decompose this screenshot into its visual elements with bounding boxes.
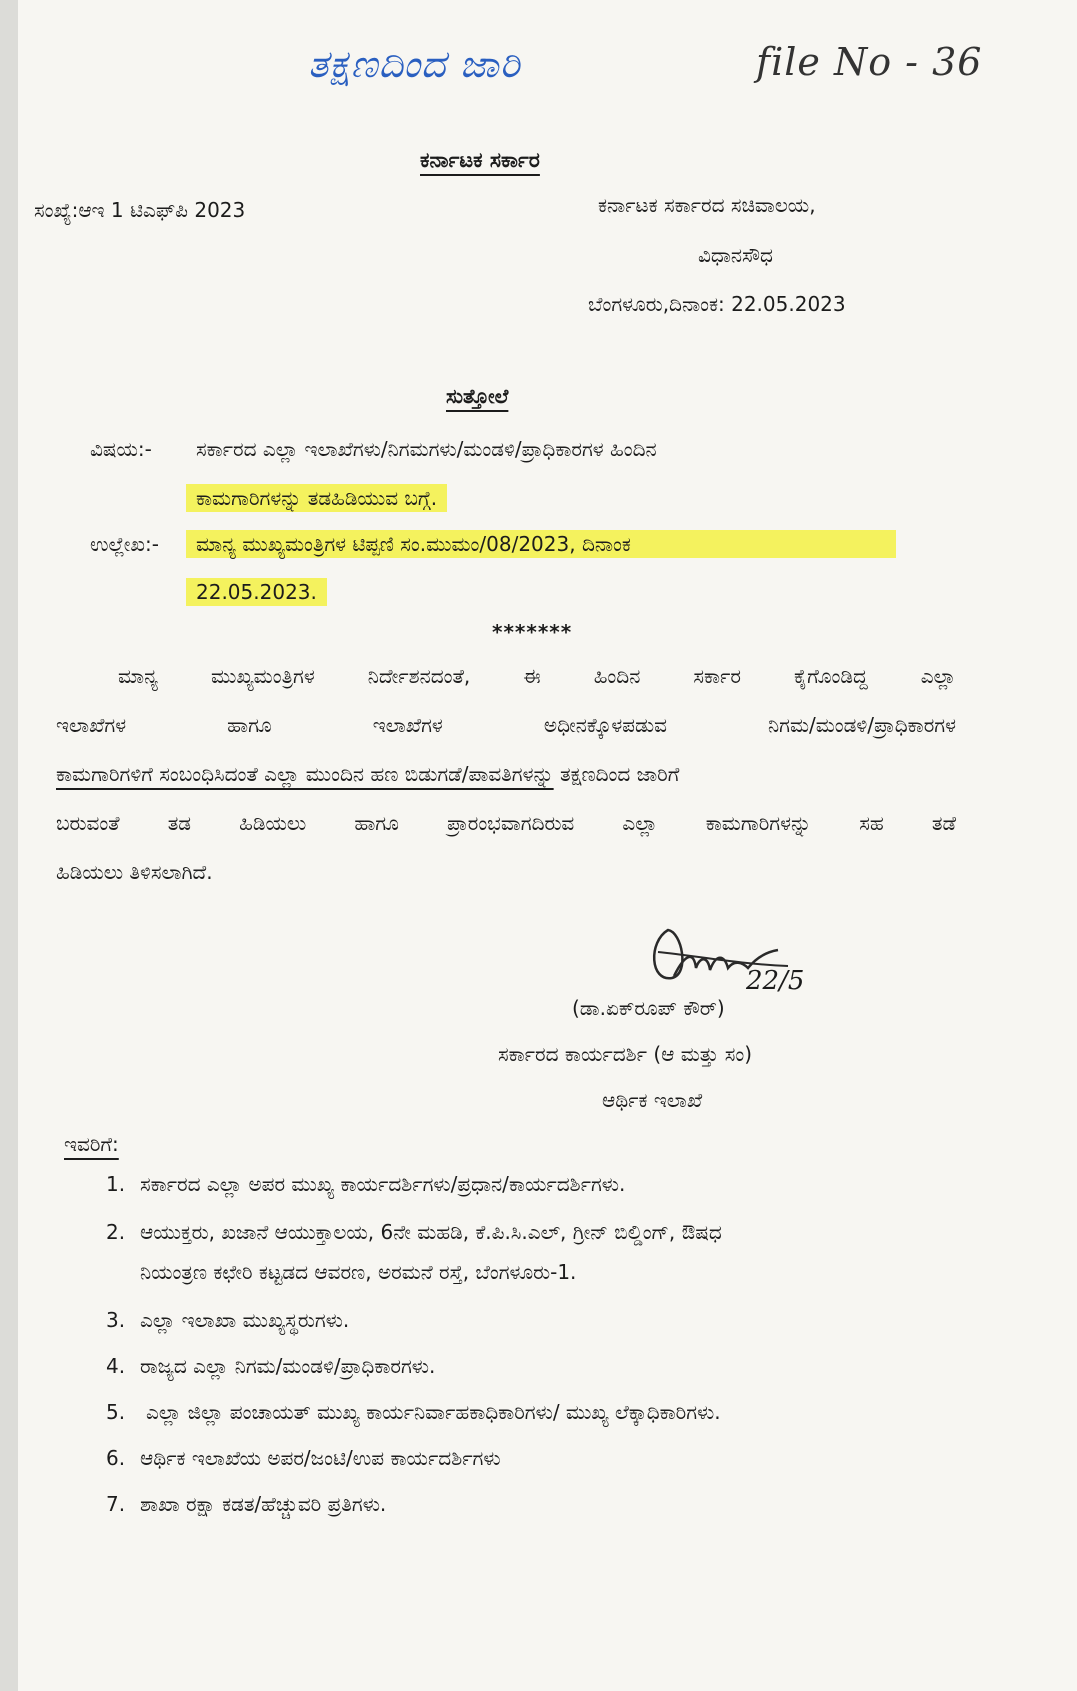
recipient-item [106, 1492, 986, 1538]
reference-label: ಉಲ್ಲೇಖ:- [90, 532, 159, 556]
handwritten-file-number: file No - 36 [756, 40, 983, 84]
separator: ******* [492, 620, 573, 644]
recipients-list [106, 1172, 986, 1538]
body-line-3-rest: ತಕ್ಷಣದಿಂದ ಜಾರಿಗೆ [553, 762, 680, 786]
recipient-text: ಶಾಖಾ ರಕ್ಷಾ ಕಡತ/ಹೆಚ್ಚುವರಿ ಪ್ರತಿಗಳು. [140, 1492, 387, 1516]
recipient-number: 3. [106, 1308, 126, 1332]
place-date: ಬೆಂಗಳೂರು,ದಿನಾಂಕ: 22.05.2023 [588, 292, 846, 316]
body-line-1: ಮಾನ್ಯ ಮುಖ್ಯಮಂತ್ರಿಗಳ ನಿರ್ದೇಶನದಂತೆ, ಈ ಹಿಂದಿನ ಸರ್ಕಾರ ಕೈಗೊಂಡಿದ್ದ ಎಲ್ಲಾ [118, 664, 956, 688]
recipient-number: 2. [106, 1220, 126, 1244]
reference-line-1: ಮಾನ್ಯ ಮುಖ್ಯಮಂತ್ರಿಗಳ ಟಿಪ್ಪಣಿ ಸಂ.ಮುಮಂ/08/2023, ದಿನಾಂಕ [186, 530, 896, 558]
signatory-name: (ಡಾ.ಏಕ್‌ರೂಪ್ ಕೌರ್) [572, 996, 725, 1020]
order-number: ಸಂಖ್ಯೆ:ಆಇ 1 ಟಿಎಫ್‌ಪಿ 2023 [34, 198, 246, 222]
subject-label: ವಿಷಯ:- [90, 437, 152, 461]
circular-title: ಸುತ್ತೋಲೆ [446, 384, 509, 408]
office-line-1: ಕರ್ನಾಟಕ ಸರ್ಕಾರದ ಸಚಿವಾಲಯ, [598, 193, 816, 217]
subject-line-2: ಕಾಮಗಾರಿಗಳನ್ನು ತಡಹಿಡಿಯುವ ಬಗ್ಗೆ. [186, 484, 447, 512]
recipient-item [106, 1354, 986, 1400]
government-title: ಕರ್ನಾಟಕ ಸರ್ಕಾರ [420, 148, 540, 172]
body-line-2: ಇಲಾಖೆಗಳ ಹಾಗೂ ಇಲಾಖೆಗಳ ಅಧೀನಕ್ಕೊಳಪಡುವ ನಿಗಮ/ಮಂಡಳಿ/ಪ್ರಾಧಿಕಾರಗಳ [56, 713, 956, 737]
recipient-number: 1. [106, 1172, 126, 1196]
recipient-text: ರಾಜ್ಯದ ಎಲ್ಲಾ ನಿಗಮ/ಮಂಡಳಿ/ಪ್ರಾಧಿಕಾರಗಳು. [140, 1354, 436, 1378]
body-line-5: ಹಿಡಿಯಲು ತಿಳಿಸಲಾಗಿದೆ. [56, 860, 213, 884]
recipient-text-continued: ನಿಯಂತ್ರಣ ಕಛೇರಿ ಕಟ್ಟಡದ ಆವರಣ, ಅರಮನೆ ರಸ್ತೆ, ಬೆಂಗಳೂರು-1. [140, 1260, 577, 1284]
recipient-number: 5. [106, 1400, 126, 1424]
recipient-number: 6. [106, 1446, 126, 1470]
body-line-3 [56, 750, 956, 799]
body-line-3-underlined: ಕಾಮಗಾರಿಗಳಿಗೆ ಸಂಬಂಧಿಸಿದಂತೆ ಎಲ್ಲಾ ಮುಂದಿನ ಹಣ ಬಿಡುಗಡೆ/ಪಾವತಿಗಳನ್ನು [56, 762, 554, 786]
recipient-item [106, 1220, 986, 1308]
signatory-designation: ಸರ್ಕಾರದ ಕಾರ್ಯದರ್ಶಿ (ಆ ಮತ್ತು ಸಂ) [498, 1042, 753, 1066]
recipient-item [106, 1446, 986, 1492]
recipient-text: ಆಯುಕ್ತರು, ಖಜಾನೆ ಆಯುಕ್ತಾಲಯ, 6ನೇ ಮಹಡಿ, ಕೆ.ಪಿ.ಸಿ.ಎಲ್, ಗ್ರೀನ್ ಬಿಲ್ಡಿಂಗ್, ಔಷಧ [140, 1220, 722, 1244]
handwritten-note-left: ತಕ್ಷಣದಿಂದ ಜಾರಿ [308, 42, 521, 86]
document-page [18, 0, 1077, 1691]
signatory-department: ಆರ್ಥಿಕ ಇಲಾಖೆ [602, 1088, 703, 1112]
recipient-item [106, 1172, 986, 1220]
recipient-item [106, 1400, 986, 1446]
recipient-text: ಎಲ್ಲಾ ಜಿಲ್ಲಾ ಪಂಚಾಯತ್ ಮುಖ್ಯ ಕಾರ್ಯನಿರ್ವಾಹಕಾಧಿಕಾರಿಗಳು/ ಮುಖ್ಯ ಲೆಕ್ಕಾಧಿಕಾರಿಗಳು. [146, 1400, 721, 1424]
recipient-item [106, 1308, 986, 1354]
recipient-number: 4. [106, 1354, 126, 1378]
office-line-2: ವಿಧಾನಸೌಧ [698, 243, 773, 267]
recipient-number: 7. [106, 1492, 126, 1516]
recipient-text: ಎಲ್ಲಾ ಇಲಾಖಾ ಮುಖ್ಯಸ್ಥರುಗಳು. [140, 1308, 350, 1332]
recipient-text: ಆರ್ಥಿಕ ಇಲಾಖೆಯ ಅಪರ/ಜಂಟಿ/ಉಪ ಕಾರ್ಯದರ್ಶಿಗಳು [140, 1446, 501, 1470]
subject-line-1: ಸರ್ಕಾರದ ಎಲ್ಲಾ ಇಲಾಖೆಗಳು/ನಿಗಮಗಳು/ಮಂಡಳಿ/ಪ್ರಾಧಿಕಾರಗಳ ಹಿಂದಿನ [196, 437, 657, 461]
recipient-text: ಸರ್ಕಾರದ ಎಲ್ಲಾ ಅಪರ ಮುಖ್ಯ ಕಾರ್ಯದರ್ಶಿಗಳು/ಪ್ರಧಾನ/ಕಾರ್ಯದರ್ಶಿಗಳು. [140, 1172, 626, 1196]
signature-initials: 22/5 [746, 966, 805, 996]
body-paragraph [56, 652, 956, 897]
reference-line-2: 22.05.2023. [186, 578, 327, 606]
body-line-4: ಬರುವಂತೆ ತಡ ಹಿಡಿಯಲು ಹಾಗೂ ಪ್ರಾರಂಭವಾಗದಿರುವ ಎಲ್ಲಾ ಕಾಮಗಾರಿಗಳನ್ನು ಸಹ ತಡೆ [56, 811, 956, 835]
recipients-heading: ಇವರಿಗೆ: [64, 1132, 119, 1156]
